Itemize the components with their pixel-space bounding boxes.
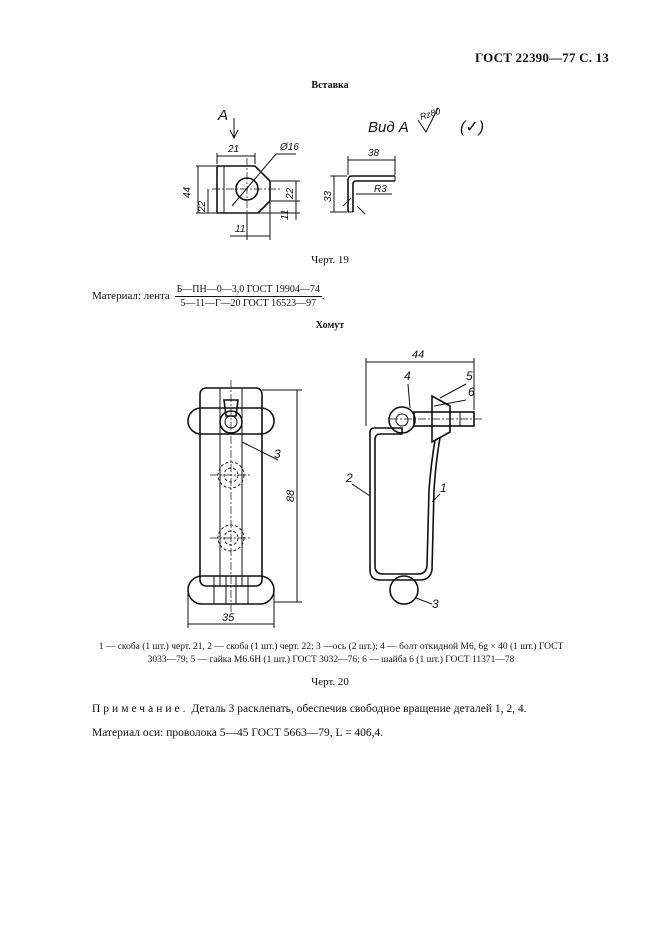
label-5: 5 bbox=[466, 369, 473, 383]
label-4: 4 bbox=[404, 369, 411, 383]
thickness-mark-left bbox=[343, 198, 351, 206]
dim-44: 44 bbox=[182, 186, 193, 198]
view-letter: А bbox=[218, 107, 229, 124]
clamp-side-outer bbox=[370, 432, 440, 580]
figure-20-drawing bbox=[170, 340, 500, 630]
dim-22-left: 22 bbox=[197, 200, 208, 212]
label-2: 2 bbox=[346, 471, 353, 485]
dim-33: 33 bbox=[323, 190, 334, 202]
label-3-side-leader bbox=[416, 598, 432, 604]
note-label: Примечание. bbox=[92, 703, 189, 715]
material-prefix: Материал: лента bbox=[92, 290, 170, 303]
material-fraction bbox=[175, 284, 322, 309]
material-denominator: 5—11—Г—20 ГОСТ 16523—97 bbox=[180, 298, 317, 309]
label-4-leader bbox=[408, 384, 410, 408]
material-line bbox=[92, 284, 325, 309]
clamp-front-body bbox=[200, 388, 262, 586]
dim-38: 38 bbox=[368, 148, 380, 159]
material-numerator: Б—ПН—0—3,0 ГОСТ 19904—74 bbox=[176, 284, 320, 295]
roughness-paren: (✓) bbox=[460, 119, 485, 136]
label-3-side: 3 bbox=[432, 597, 439, 611]
dim-22-right: 22 bbox=[285, 187, 296, 199]
view-a-title: Вид А bbox=[368, 119, 409, 136]
dim-88: 88 bbox=[285, 489, 297, 502]
clamp-side-inner bbox=[375, 440, 435, 574]
figure-19-drawing bbox=[160, 98, 520, 248]
radius-r3: R3 bbox=[374, 184, 387, 195]
roughness-value: Rz80 bbox=[418, 105, 442, 122]
label-6: 6 bbox=[468, 385, 475, 399]
dim-35: 35 bbox=[222, 612, 235, 624]
page-header: ГОСТ 22390—77 С. 13 bbox=[475, 50, 609, 65]
label-1: 1 bbox=[440, 481, 447, 495]
insert-plate-outline bbox=[217, 166, 270, 213]
dim-11-bottom: 11 bbox=[235, 224, 246, 235]
material-suffix: . bbox=[321, 290, 325, 303]
dim-21: 21 bbox=[228, 144, 240, 155]
dim-diameter-16: Ø16 bbox=[280, 142, 299, 153]
side-top-axis-inner bbox=[396, 414, 408, 426]
note-text: Деталь 3 расклепать, обеспечив свободное вращение деталей 1, 2, 4. bbox=[188, 703, 527, 715]
figure-19-caption: Черт. 19 bbox=[311, 254, 349, 266]
thickness-mark-right bbox=[357, 206, 365, 214]
figure-20-caption: Черт. 20 bbox=[311, 676, 349, 688]
label-3-front-leader bbox=[242, 442, 278, 460]
figure-20-legend: 1 — скоба (1 шт.) черт. 21, 2 — скоба (1 шт.) черт. 22; 3 —ось (2 шт.); 4 — болт откидной М6, 6g × 40 (1 шт.) ГОСТ 3033—79; 5 — гайка М6.6Н (1 шт.) ГОСТ 3032—76; 6 — шайба 6 (1 шт.) ГОСТ 11371—78 bbox=[98, 642, 564, 665]
label-5-leader bbox=[440, 384, 466, 398]
label-3-front: 3 bbox=[274, 447, 281, 461]
dim-11-right: 11 bbox=[280, 209, 291, 220]
note-paragraph bbox=[92, 703, 527, 715]
section-title-insert: Вставка bbox=[311, 80, 349, 91]
label-2-leader bbox=[352, 484, 370, 496]
dim-44-side: 44 bbox=[412, 349, 425, 361]
axis-material: Материал оси: проволока 5—45 ГОСТ 5663—79, L = 406,4. bbox=[92, 727, 384, 739]
section-title-clamp: Хомут bbox=[315, 320, 345, 331]
clamp-side-top bbox=[370, 428, 402, 440]
